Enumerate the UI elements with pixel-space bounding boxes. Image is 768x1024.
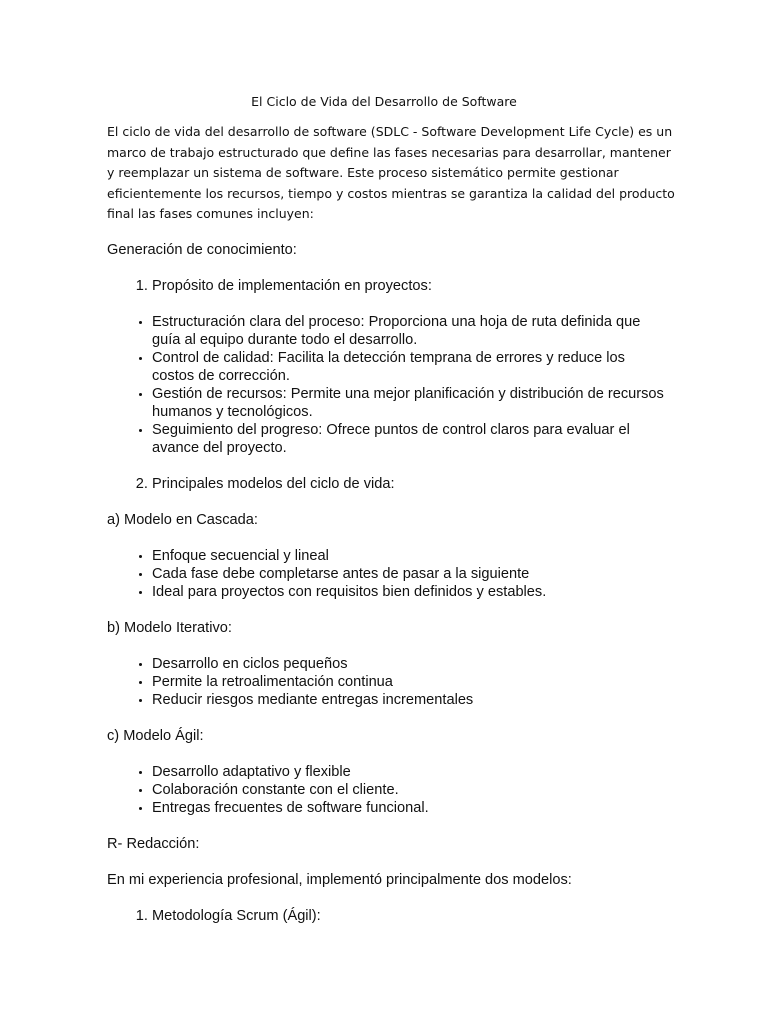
intro-line: marco de trabajo estructurado que define las fases necesarias para desarrollar, mantener — [107, 144, 671, 160]
model-heading-cascada: a) Modelo en Cascada: — [107, 512, 258, 528]
numbered-list — [107, 907, 667, 925]
numbered-list — [107, 277, 667, 295]
bullet-item: • Seguimiento del progreso: Ofrece puntos de control claros para evaluar el avance del proyecto. — [152, 421, 667, 457]
intro-line: final las fases comunes incluyen: — [107, 206, 314, 221]
bullet-item: • Entregas frecuentes de software funcional. — [152, 799, 667, 817]
intro-line: eficientemente los recursos, tiempo y costos mientras se garantiza la calidad del producto — [107, 185, 675, 201]
document-body — [107, 241, 667, 943]
document-title: El Ciclo de Vida del Desarrollo de Software — [251, 94, 517, 109]
bullet-item: • Desarrollo adaptativo y flexible — [152, 763, 667, 781]
bullet-item: • Permite la retroalimentación continua — [152, 673, 667, 691]
section-heading-generacion: Generación de conocimiento: — [107, 242, 297, 258]
experience-paragraph: En mi experiencia profesional, implementó principalmente dos modelos: — [107, 872, 572, 888]
section-heading-redaccion: R- Redacción: — [107, 836, 200, 852]
model-heading-agil: c) Modelo Ágil: — [107, 728, 204, 744]
list-item-proposito: 1. Propósito de implementación en proyectos: — [152, 277, 667, 295]
bullet-item: • Enfoque secuencial y lineal — [152, 547, 667, 565]
intro-line: y reemplazar un sistema de software. Este proceso sistemático permite gestionar — [107, 165, 619, 180]
model-heading-iterativo: b) Modelo Iterativo: — [107, 620, 232, 636]
bullet-item: • Control de calidad: Facilita la detección temprana de errores y reduce los costos de corrección. — [152, 349, 667, 385]
bullet-item: • Cada fase debe completarse antes de pasar a la siguiente — [152, 565, 667, 583]
bullet-item: • Reducir riesgos mediante entregas incrementales — [152, 691, 667, 709]
bullet-item: • Desarrollo en ciclos pequeños — [152, 655, 667, 673]
bullet-item: • Gestión de recursos: Permite una mejor planificación y distribución de recursos humanos y tecnológicos. — [152, 385, 667, 421]
bullet-list-cascada — [107, 547, 667, 601]
bullet-item: • Estructuración clara del proceso: Proporciona una hoja de ruta definida que guía al equipo durante todo el desarrollo. — [152, 313, 667, 349]
numbered-list — [107, 475, 667, 493]
bullet-list-proposito — [107, 313, 667, 457]
list-item-modelos: 2. Principales modelos del ciclo de vida: — [152, 475, 667, 493]
intro-paragraph — [107, 122, 675, 225]
bullet-list-agil — [107, 763, 667, 817]
bullet-list-iterativo — [107, 655, 667, 709]
list-item-scrum: 1. Metodología Scrum (Ágil): — [152, 907, 667, 925]
bullet-item: • Colaboración constante con el cliente. — [152, 781, 667, 799]
intro-line: El ciclo de vida del desarrollo de software (SDLC - Software Development Life Cycle) es un — [107, 124, 673, 139]
bullet-item: • Ideal para proyectos con requisitos bien definidos y estables. — [152, 583, 667, 601]
